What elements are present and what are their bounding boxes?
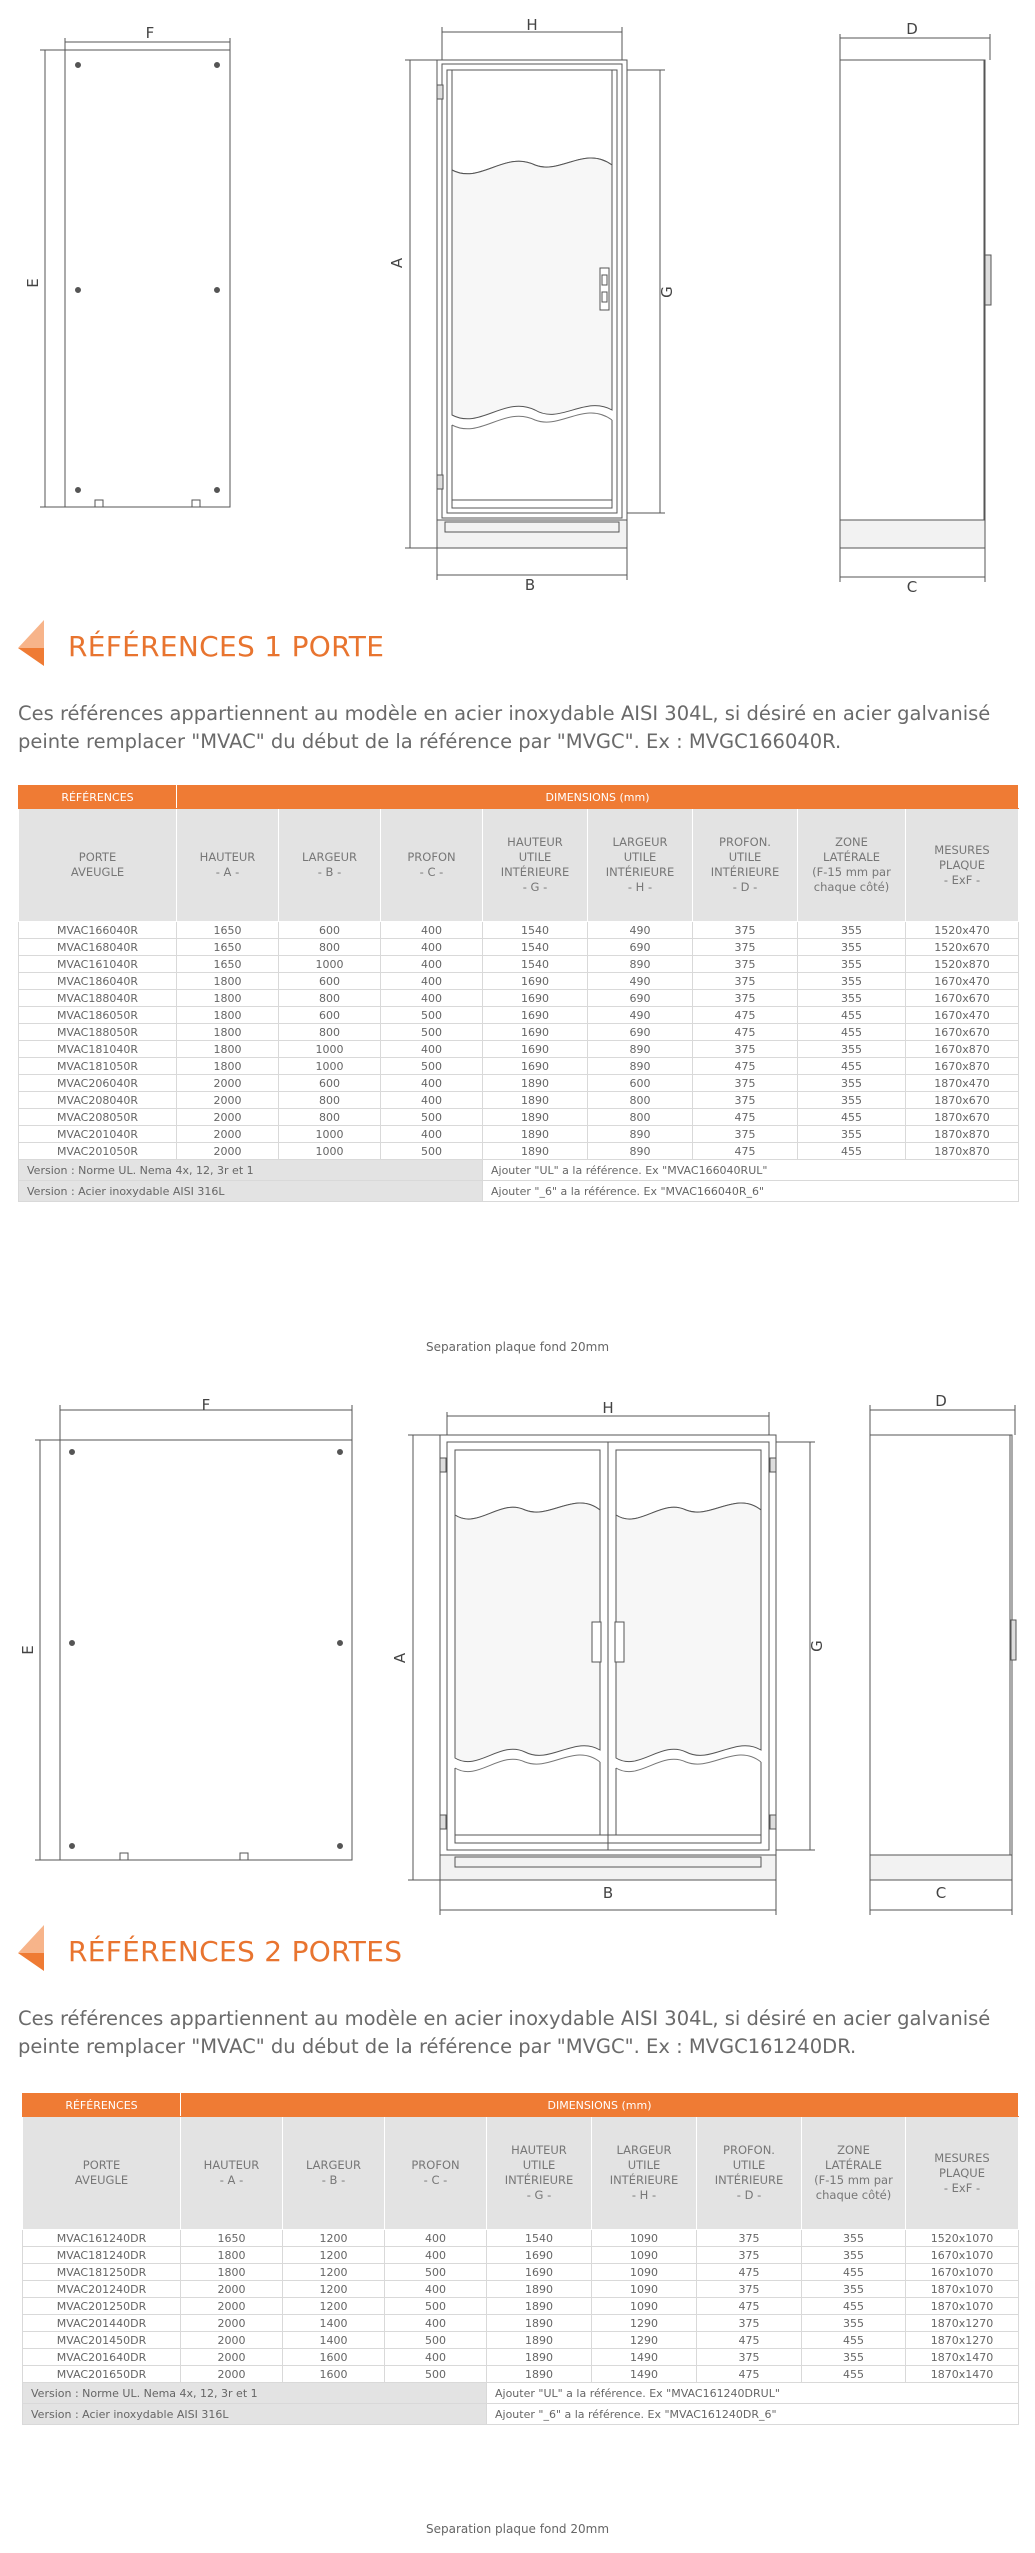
table-row (19, 973, 1019, 990)
table-row (23, 2366, 1019, 2383)
table-cell: 400 (381, 922, 483, 939)
table-cell: 1870x470 (906, 1075, 1019, 1092)
table-cell: MVAC168040R (19, 939, 177, 956)
table-cell: 475 (697, 2264, 802, 2281)
column-header: HAUTEUR - A - (181, 2117, 283, 2230)
table-cell: 1870x1270 (906, 2332, 1019, 2349)
column-header: LARGEUR - B - (279, 809, 381, 922)
table-cell: 1890 (487, 2281, 592, 2298)
table-row (23, 2298, 1019, 2315)
table-cell: 1690 (487, 2264, 592, 2281)
table-cell: MVAC208040R (19, 1092, 177, 1109)
table-row (19, 956, 1019, 973)
dim-label-a: A (388, 257, 406, 269)
table-cell: 1600 (283, 2366, 385, 2383)
column-header: MESURES PLAQUE - ExF - (906, 809, 1019, 922)
dim-label-f: F (201, 1396, 211, 1414)
dim-label-d: D (935, 1392, 947, 1410)
table-cell: 1520x870 (906, 956, 1019, 973)
table-cell: 500 (385, 2366, 487, 2383)
table-cell: 2000 (177, 1092, 279, 1109)
drawing-1-door (0, 0, 1035, 600)
table-cell: 1090 (592, 2230, 697, 2247)
column-header: LARGEUR UTILE INTÉRIEURE - H - (588, 809, 693, 922)
table-cell: 1520x470 (906, 922, 1019, 939)
table-cell: 375 (693, 956, 798, 973)
table-cell: 1890 (487, 2366, 592, 2383)
table-cell: 1650 (177, 939, 279, 956)
table-cell: 1650 (177, 956, 279, 973)
table-cell: 400 (381, 1041, 483, 1058)
column-header-row (23, 2117, 1019, 2230)
column-header: MESURES PLAQUE - ExF - (906, 2117, 1019, 2230)
section-heading-1-porte (0, 620, 1035, 680)
table-cell: 1650 (177, 922, 279, 939)
table-cell: 500 (381, 1109, 483, 1126)
column-header: PORTE AVEUGLE (19, 809, 177, 922)
table-cell: 400 (385, 2247, 487, 2264)
table-cell: 455 (798, 1109, 906, 1126)
table-cell: 400 (385, 2230, 487, 2247)
table-cell: 1800 (177, 973, 279, 990)
table-cell: MVAC181040R (19, 1041, 177, 1058)
table-cell: MVAC208050R (19, 1109, 177, 1126)
table-cell: 475 (693, 1007, 798, 1024)
table-cell: 1670x670 (906, 990, 1019, 1007)
table-cell: 600 (279, 922, 381, 939)
column-header: ZONE LATÉRALE (F-15 mm par chaque côté) (798, 809, 906, 922)
table-cell: 1890 (483, 1126, 588, 1143)
table-cell: MVAC188050R (19, 1024, 177, 1041)
table-cell: MVAC188040R (19, 990, 177, 1007)
table-cell: 1490 (592, 2349, 697, 2366)
table-cell: 400 (381, 990, 483, 1007)
table-cell: 375 (693, 922, 798, 939)
table-row (23, 2332, 1019, 2349)
table-cell: 1520x670 (906, 939, 1019, 956)
table-row (19, 922, 1019, 939)
table-cell: MVAC186040R (19, 973, 177, 990)
table-cell: 1690 (487, 2247, 592, 2264)
table-cell: MVAC206040R (19, 1075, 177, 1092)
table-cell: 475 (697, 2298, 802, 2315)
table-cell: 1090 (592, 2264, 697, 2281)
table-cell: 1870x1470 (906, 2366, 1019, 2383)
dim-label-h: H (526, 16, 538, 34)
table-cell: 375 (693, 990, 798, 1007)
table-cell: 1000 (279, 1058, 381, 1075)
table-cell: 1890 (487, 2332, 592, 2349)
table-cell: 455 (802, 2298, 906, 2315)
table-cell: MVAC201050R (19, 1143, 177, 1160)
table-cell: 1290 (592, 2332, 697, 2349)
corner-arrow-icon (18, 1925, 58, 1975)
table-cell: 475 (693, 1143, 798, 1160)
table-cell: 1670x470 (906, 1007, 1019, 1024)
references-table-1-porte (18, 785, 1019, 1202)
table-cell: 1800 (177, 990, 279, 1007)
column-header: PROFON. UTILE INTÉRIEURE - D - (693, 809, 798, 922)
table-cell: 690 (588, 1024, 693, 1041)
version-instruction: Ajouter "_6" a la référence. Ex "MVAC161240DR_6" (487, 2404, 1019, 2425)
version-instruction: Ajouter "UL" a la référence. Ex "MVAC161240DRUL" (487, 2383, 1019, 2404)
version-row (19, 1181, 1019, 1202)
table-cell: 500 (385, 2332, 487, 2349)
table-cell: 1290 (592, 2315, 697, 2332)
dim-label-g: G (808, 1640, 826, 1652)
table-cell: 1890 (487, 2349, 592, 2366)
version-label: Version : Norme UL. Nema 4x, 12, 3r et 1 (23, 2383, 487, 2404)
table-cell: 890 (588, 1143, 693, 1160)
table-cell: 455 (802, 2264, 906, 2281)
section-title: RÉFÉRENCES 2 PORTES (68, 1935, 403, 1968)
table-cell: 1090 (592, 2281, 697, 2298)
table-cell: 2000 (181, 2298, 283, 2315)
table-cell: 400 (385, 2349, 487, 2366)
table-cell: 2000 (181, 2349, 283, 2366)
table-cell: 2000 (181, 2332, 283, 2349)
table-cell: MVAC201450DR (23, 2332, 181, 2349)
table-cell: 400 (381, 1075, 483, 1092)
section-heading-2-portes (0, 1925, 1035, 1985)
table-cell: 375 (697, 2349, 802, 2366)
table-cell: 375 (693, 1092, 798, 1109)
column-header: HAUTEUR - A - (177, 809, 279, 922)
table-cell: 600 (588, 1075, 693, 1092)
separation-note: Separation plaque fond 20mm (425, 1340, 610, 1354)
table-cell: 355 (802, 2349, 906, 2366)
table-cell: 355 (798, 990, 906, 1007)
dim-label-g: G (658, 286, 676, 298)
version-label: Version : Norme UL. Nema 4x, 12, 3r et 1 (19, 1160, 483, 1181)
table-cell: 400 (381, 1092, 483, 1109)
table-cell: 800 (279, 939, 381, 956)
table-row (19, 1075, 1019, 1092)
table-cell: 600 (279, 1007, 381, 1024)
table-cell: MVAC201640DR (23, 2349, 181, 2366)
table-row (19, 1024, 1019, 1041)
table-cell: 400 (385, 2315, 487, 2332)
section-title: RÉFÉRENCES 1 PORTE (68, 630, 385, 663)
table-cell: 1870x1070 (906, 2298, 1019, 2315)
table-cell: 490 (588, 922, 693, 939)
table-cell: 1200 (283, 2298, 385, 2315)
table-row (19, 990, 1019, 1007)
version-row (23, 2404, 1019, 2425)
version-label: Version : Acier inoxydable AISI 316L (23, 2404, 487, 2425)
table-cell: 1200 (283, 2281, 385, 2298)
table-cell: 600 (279, 973, 381, 990)
table-cell: 1200 (283, 2230, 385, 2247)
table-cell: 1540 (483, 939, 588, 956)
table-cell: 1870x670 (906, 1092, 1019, 1109)
table-cell: 800 (279, 1092, 381, 1109)
table-cell: 355 (798, 1126, 906, 1143)
dim-label-e: E (19, 1645, 37, 1655)
version-instruction: Ajouter "UL" a la référence. Ex "MVAC166040RUL" (483, 1160, 1019, 1181)
table-cell: 490 (588, 973, 693, 990)
table-cell: 475 (693, 1024, 798, 1041)
table-cell: 1090 (592, 2247, 697, 2264)
table-cell: 1890 (483, 1109, 588, 1126)
table-cell: 355 (802, 2247, 906, 2264)
table-cell: 455 (798, 1058, 906, 1075)
version-instruction: Ajouter "_6" a la référence. Ex "MVAC166040R_6" (483, 1181, 1019, 1202)
table-cell: 890 (588, 1041, 693, 1058)
table-cell: 1000 (279, 1143, 381, 1160)
table-cell: 400 (381, 956, 483, 973)
table-cell: 500 (385, 2298, 487, 2315)
table-cell: 1800 (177, 1058, 279, 1075)
version-label: Version : Acier inoxydable AISI 316L (19, 1181, 483, 1202)
table-cell: 890 (588, 1058, 693, 1075)
table-cell: 1200 (283, 2264, 385, 2281)
table-cell: 455 (798, 1024, 906, 1041)
table-cell: 890 (588, 956, 693, 973)
table-cell: 1600 (283, 2349, 385, 2366)
table-cell: 800 (279, 990, 381, 1007)
table-cell: 690 (588, 939, 693, 956)
column-header: PROFON - C - (385, 2117, 487, 2230)
table-row (19, 1041, 1019, 1058)
table-cell: 1890 (483, 1092, 588, 1109)
table-cell: MVAC201440DR (23, 2315, 181, 2332)
table-cell: 500 (381, 1007, 483, 1024)
table-cell: 400 (381, 1126, 483, 1143)
table-cell: 1870x870 (906, 1126, 1019, 1143)
table-cell: 455 (802, 2366, 906, 2383)
table-cell: 1200 (283, 2247, 385, 2264)
table-cell: 1520x1070 (906, 2230, 1019, 2247)
references-table-2-portes (22, 2093, 1019, 2425)
table-cell: MVAC181050R (19, 1058, 177, 1075)
dim-label-c: C (906, 578, 918, 596)
table-cell: 1800 (181, 2264, 283, 2281)
table-cell: 2000 (177, 1109, 279, 1126)
table-cell: 355 (798, 922, 906, 939)
group-header-row (19, 786, 1019, 809)
table-cell: 1870x1270 (906, 2315, 1019, 2332)
table-cell: MVAC201040R (19, 1126, 177, 1143)
table-cell: 375 (693, 1126, 798, 1143)
table-cell: 355 (798, 973, 906, 990)
table-cell: MVAC201240DR (23, 2281, 181, 2298)
table-cell: MVAC181240DR (23, 2247, 181, 2264)
group-header-dimensions: DIMENSIONS (mm) (177, 786, 1019, 809)
table-cell: 1670x470 (906, 973, 1019, 990)
table-cell: MVAC161240DR (23, 2230, 181, 2247)
table-cell: 1400 (283, 2315, 385, 2332)
table-cell: 355 (798, 1092, 906, 1109)
table-cell: MVAC201250DR (23, 2298, 181, 2315)
dim-label-f: F (145, 24, 155, 42)
table-cell: 1670x870 (906, 1041, 1019, 1058)
column-header: HAUTEUR UTILE INTÉRIEURE - G - (483, 809, 588, 922)
table-cell: 1670x1070 (906, 2264, 1019, 2281)
table-cell: 1890 (487, 2298, 592, 2315)
column-header: PORTE AVEUGLE (23, 2117, 181, 2230)
table-cell: 455 (798, 1143, 906, 1160)
table-cell: 1670x1070 (906, 2247, 1019, 2264)
table-cell: 1890 (483, 1075, 588, 1092)
table-cell: 500 (385, 2264, 487, 2281)
separation-note: Separation plaque fond 20mm (425, 2522, 610, 2536)
table-cell: 355 (798, 1075, 906, 1092)
table-cell: 1670x670 (906, 1024, 1019, 1041)
table-cell: 2000 (177, 1143, 279, 1160)
dim-label-e: E (24, 278, 42, 288)
table-cell: 490 (588, 1007, 693, 1024)
table-cell: 375 (697, 2315, 802, 2332)
table-cell: 500 (381, 1024, 483, 1041)
table-cell: 1800 (177, 1007, 279, 1024)
table-cell: 400 (381, 973, 483, 990)
table-cell: 1690 (483, 1041, 588, 1058)
table-cell: 475 (697, 2332, 802, 2349)
table-cell: MVAC201650DR (23, 2366, 181, 2383)
group-header-dimensions: DIMENSIONS (mm) (181, 2094, 1019, 2117)
table-cell: 1870x1470 (906, 2349, 1019, 2366)
table-cell: 400 (381, 939, 483, 956)
table-cell: 375 (693, 1041, 798, 1058)
column-header: LARGEUR UTILE INTÉRIEURE - H - (592, 2117, 697, 2230)
table-cell: 800 (588, 1092, 693, 1109)
table-cell: 375 (693, 939, 798, 956)
table-cell: 375 (697, 2247, 802, 2264)
table-row (23, 2349, 1019, 2366)
table-cell: 1800 (181, 2247, 283, 2264)
table-cell: 375 (693, 1075, 798, 1092)
table-cell: 1690 (483, 1024, 588, 1041)
table-cell: 375 (697, 2230, 802, 2247)
table-cell: 355 (802, 2315, 906, 2332)
table-cell: 890 (588, 1126, 693, 1143)
table-cell: 375 (693, 973, 798, 990)
table-cell: MVAC186050R (19, 1007, 177, 1024)
column-header: PROFON. UTILE INTÉRIEURE - D - (697, 2117, 802, 2230)
column-header: LARGEUR - B - (283, 2117, 385, 2230)
table-cell: 1540 (487, 2230, 592, 2247)
version-row (19, 1160, 1019, 1181)
table-cell: 355 (802, 2230, 906, 2247)
column-header: PROFON - C - (381, 809, 483, 922)
table-cell: 1690 (483, 990, 588, 1007)
dim-label-c: C (935, 1884, 947, 1902)
table-row (19, 1007, 1019, 1024)
table-cell: 475 (693, 1058, 798, 1075)
table-cell: 475 (697, 2366, 802, 2383)
table-cell: 355 (802, 2281, 906, 2298)
table-cell: 455 (798, 1007, 906, 1024)
table-row (23, 2264, 1019, 2281)
dim-label-b: B (602, 1884, 614, 1902)
table-cell: 400 (385, 2281, 487, 2298)
table-cell: 1000 (279, 956, 381, 973)
table-cell: 375 (697, 2281, 802, 2298)
dim-label-a: A (391, 1652, 409, 1664)
table-cell: 1670x870 (906, 1058, 1019, 1075)
table-row (23, 2281, 1019, 2298)
table-row (19, 1143, 1019, 1160)
table-cell: MVAC166040R (19, 922, 177, 939)
table-cell: 2000 (181, 2366, 283, 2383)
table-row (23, 2230, 1019, 2247)
table-cell: 1400 (283, 2332, 385, 2349)
table-cell: 1870x1070 (906, 2281, 1019, 2298)
table-cell: 1690 (483, 1058, 588, 1075)
dim-label-d: D (906, 20, 918, 38)
corner-arrow-icon (18, 620, 58, 670)
table-cell: 2000 (181, 2315, 283, 2332)
column-header: ZONE LATÉRALE (F-15 mm par chaque côté) (802, 2117, 906, 2230)
table-cell: 800 (279, 1109, 381, 1126)
table-cell: 355 (798, 1041, 906, 1058)
table-row (19, 1058, 1019, 1075)
column-header: HAUTEUR UTILE INTÉRIEURE - G - (487, 2117, 592, 2230)
table-row (19, 1126, 1019, 1143)
table-cell: 2000 (181, 2281, 283, 2298)
table-cell: 1890 (487, 2315, 592, 2332)
table-cell: 1090 (592, 2298, 697, 2315)
version-row (23, 2383, 1019, 2404)
table-cell: 500 (381, 1143, 483, 1160)
table-cell: MVAC181250DR (23, 2264, 181, 2281)
table-cell: 1800 (177, 1024, 279, 1041)
intro-paragraph: Ces références appartiennent au modèle en acier inoxydable AISI 304L, si désiré en acier galvanisé peinte remplacer "MVAC" du début de la référence par "MVGC". Ex : MVGC161240DR. (18, 2007, 991, 2058)
table-row (19, 939, 1019, 956)
table-cell: 800 (588, 1109, 693, 1126)
table-cell: 1540 (483, 956, 588, 973)
table-cell: MVAC161040R (19, 956, 177, 973)
table-cell: 500 (381, 1058, 483, 1075)
table-cell: 1690 (483, 973, 588, 990)
table-cell: 1690 (483, 1007, 588, 1024)
table-cell: 690 (588, 990, 693, 1007)
intro-paragraph: Ces références appartiennent au modèle en acier inoxydable AISI 304L, si désiré en acier galvanisé peinte remplacer "MVAC" du début de la référence par "MVGC". Ex : MVGC166040R. (18, 702, 991, 753)
table-cell: 1870x670 (906, 1109, 1019, 1126)
drawing-2-doors (0, 1380, 1035, 1920)
table-cell: 2000 (177, 1075, 279, 1092)
table-cell: 355 (798, 939, 906, 956)
table-cell: 1000 (279, 1126, 381, 1143)
dim-label-b: B (524, 576, 536, 594)
table-cell: 1650 (181, 2230, 283, 2247)
table-cell: 455 (802, 2332, 906, 2349)
table-cell: 2000 (177, 1126, 279, 1143)
table-cell: 1800 (177, 1041, 279, 1058)
table-row (23, 2247, 1019, 2264)
table-cell: 600 (279, 1075, 381, 1092)
table-cell: 1490 (592, 2366, 697, 2383)
table-row (23, 2315, 1019, 2332)
group-header-row (23, 2094, 1019, 2117)
table-cell: 1540 (483, 922, 588, 939)
table-cell: 355 (798, 956, 906, 973)
table-row (19, 1092, 1019, 1109)
table-cell: 1000 (279, 1041, 381, 1058)
table-cell: 800 (279, 1024, 381, 1041)
column-header-row (19, 809, 1019, 922)
table-cell: 475 (693, 1109, 798, 1126)
table-cell: 1890 (483, 1143, 588, 1160)
group-header-references: RÉFÉRENCES (23, 2094, 181, 2117)
dim-label-h: H (602, 1399, 614, 1417)
group-header-references: RÉFÉRENCES (19, 786, 177, 809)
table-row (19, 1109, 1019, 1126)
table-cell: 1870x870 (906, 1143, 1019, 1160)
